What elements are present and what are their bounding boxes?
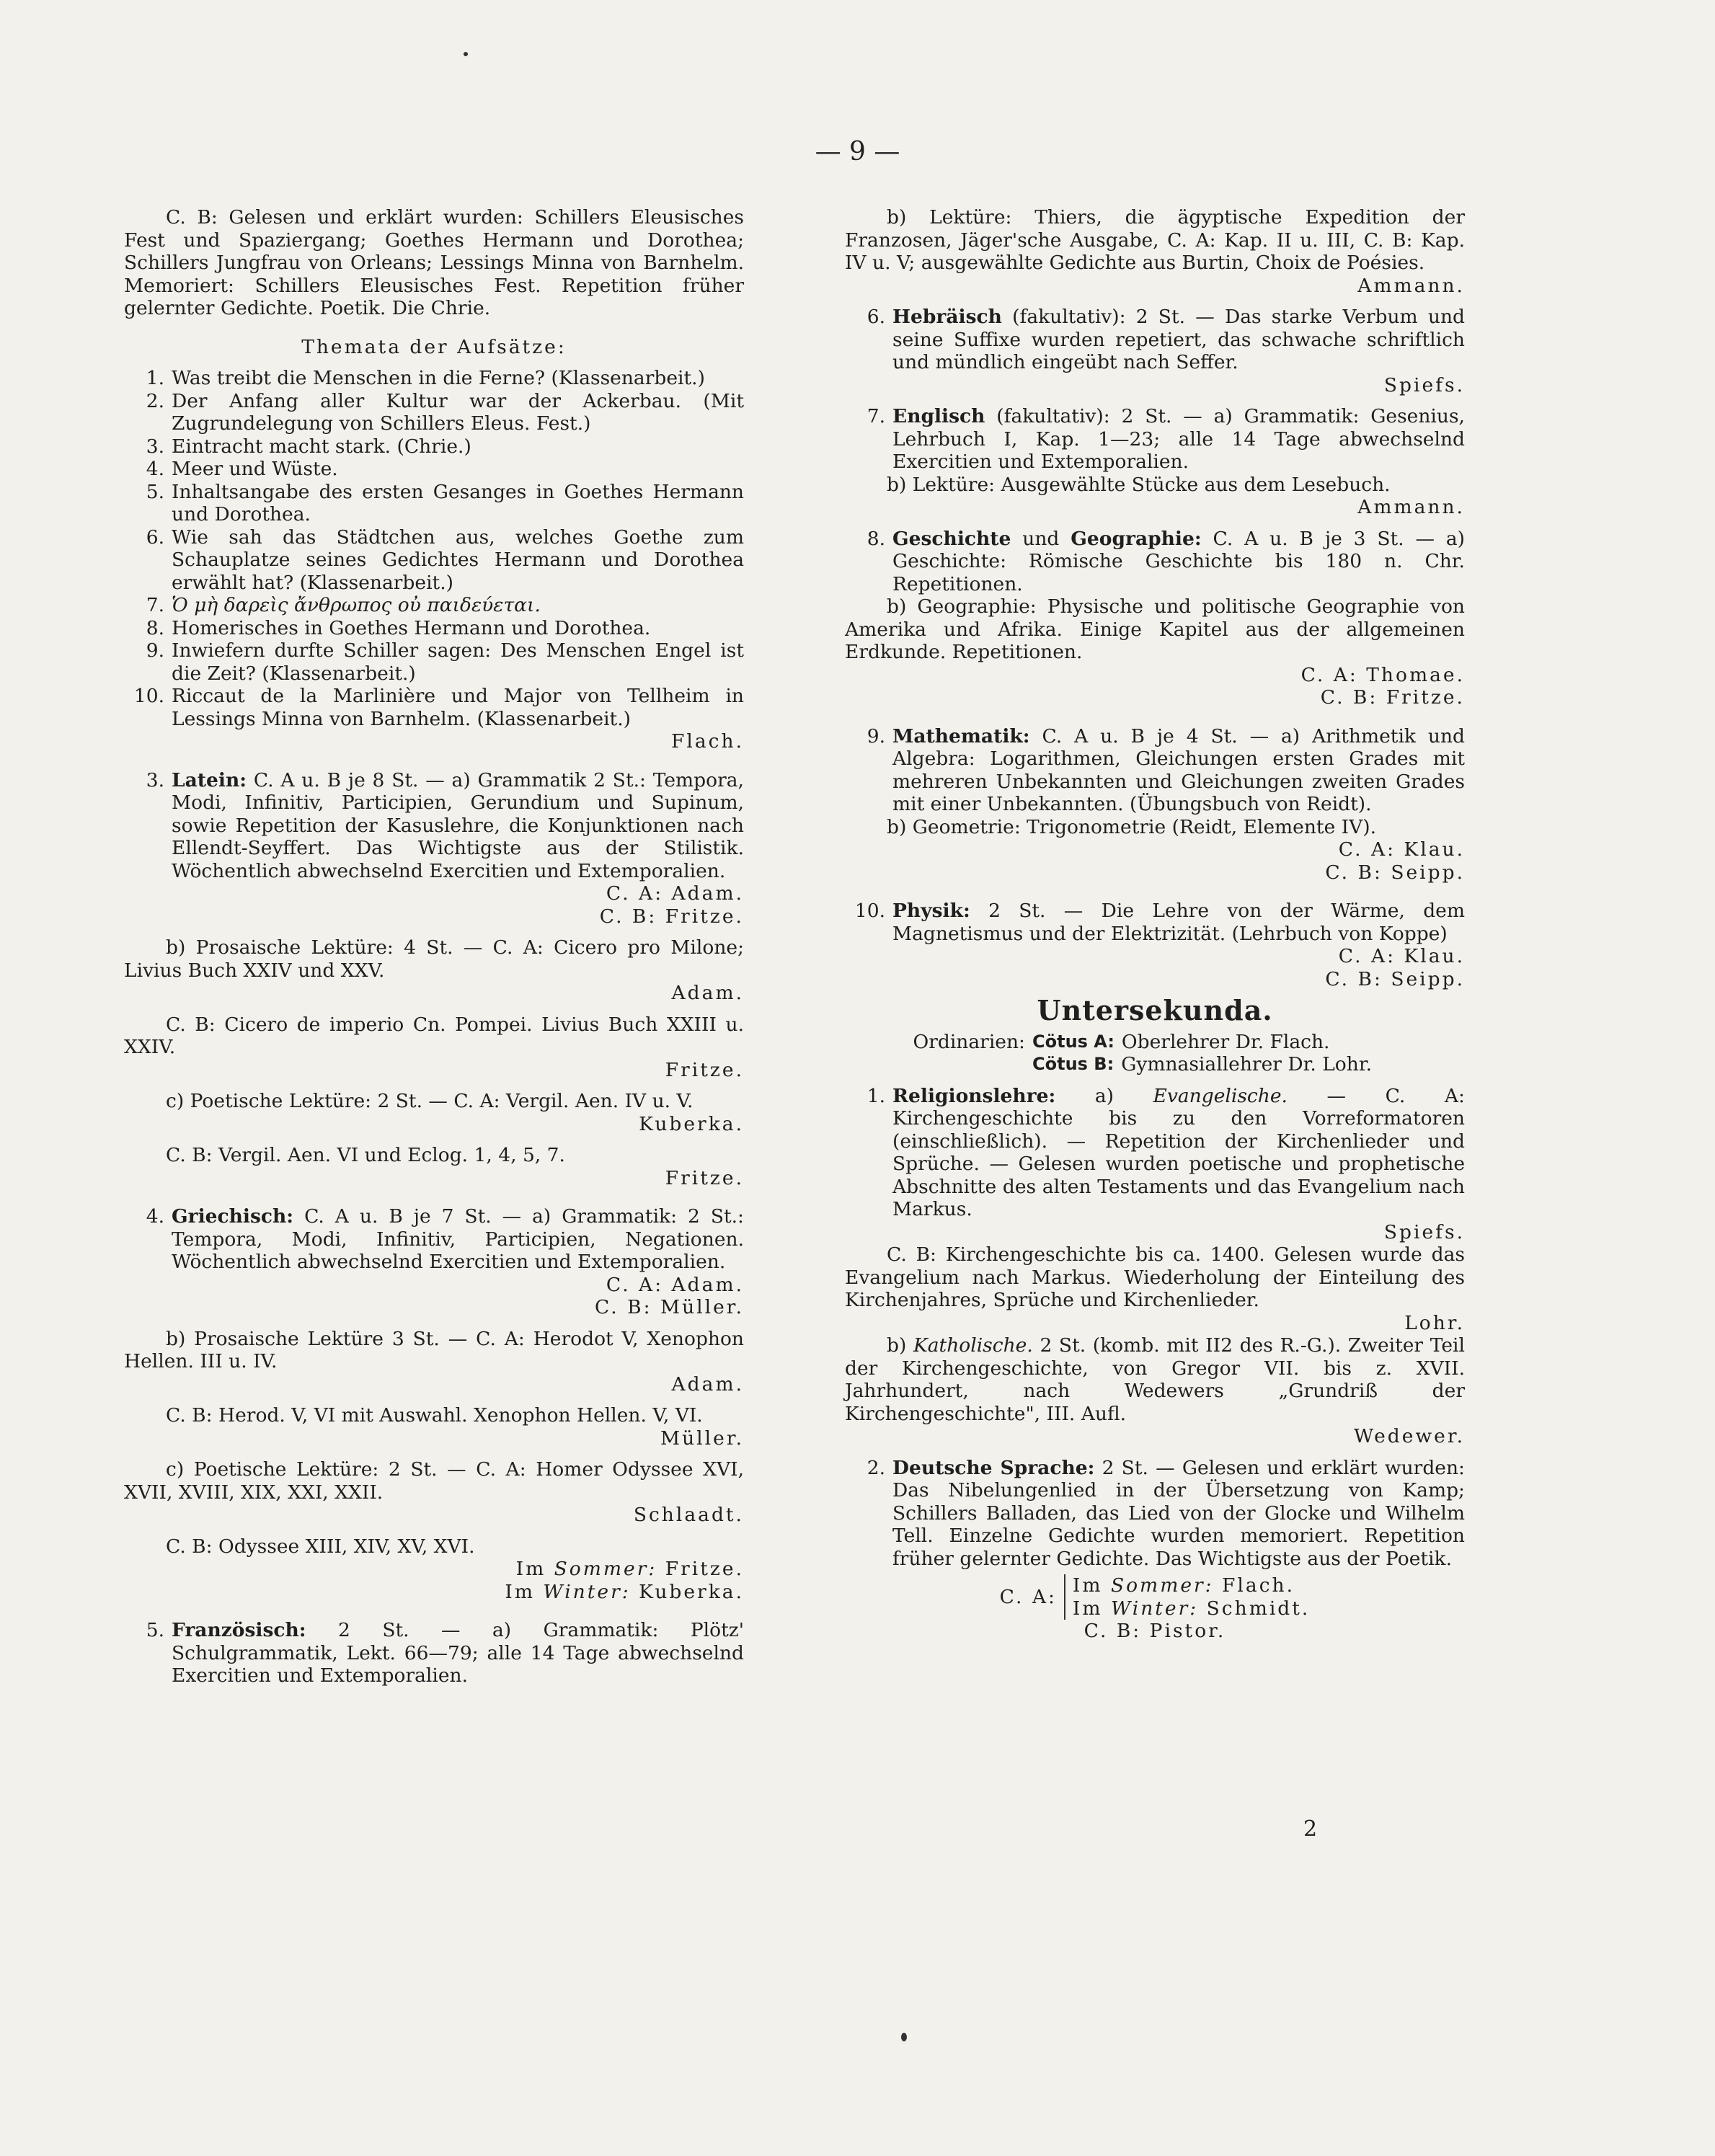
teacher-name: Spiefs. xyxy=(1383,1220,1465,1243)
list-item: 8. Homerisches in Goethes Hermann und Dorothea. xyxy=(146,616,651,639)
teacher-line: Im Sommer: Fritze. xyxy=(515,1558,744,1580)
speck xyxy=(464,52,468,56)
teacher-name: C. B: Fritze. xyxy=(599,905,744,928)
list-item: 7. Ὁ μὴ δαρεὶς ἄνθρωπος οὐ παιδεύεται. xyxy=(146,594,541,616)
section-geschichte: 8. Geschichte und Geographie: C. A u. B je 3 St. — a) Geschichte: Römische Geschichte bis 180 n. Chr. Repetitionen. xyxy=(867,527,1465,595)
teacher-name: C. A: Klau. xyxy=(1338,945,1465,967)
teacher-name: C. A: Thomae. xyxy=(1300,663,1465,686)
section-latein: 3. Latein: C. A u. B je 8 St. — a) Grammatik 2 St.: Tempora, Modi, Infinitiv, Participien, Gerundium und Supinum, sowie Repetition der Kasuslehre, die Konjunktionen nach Ellendt-Seyffert. Das Wichtigste aus der Stilistik. Wöchentlich abwechselnd Exercitien und Extemporalien. xyxy=(146,768,744,882)
teacher-name: Fritze. xyxy=(665,1166,744,1189)
section-physik: 10. Physik: 2 St. — Die Lehre von der Wärme, dem Magnetismus und der Elektrizität. (Lehrbuch von Koppe) xyxy=(854,900,1465,945)
list-item: 5. Inhaltsangabe des ersten Gesanges in Goethes Hermann und Dorothea. xyxy=(146,480,744,525)
teacher-name: Adam. xyxy=(671,1372,744,1396)
teacher-name: Ammann. xyxy=(1357,274,1465,297)
teacher-name: Wedewer. xyxy=(1354,1425,1465,1447)
paragraph: b) Geometrie: Trigonometrie (Reidt, Elemente IV). xyxy=(887,815,1377,838)
themata-list xyxy=(124,367,744,730)
teacher-line: Im Sommer: Flach. xyxy=(1072,1574,1295,1597)
teacher-name: C. A: Adam. xyxy=(606,1273,744,1296)
paragraph: C. B: Vergil. Aen. VI und Eclog. 1, 4, 5, 7. xyxy=(166,1144,565,1166)
section-religion: 1. Religionslehre: a) Evangelische. — C. A: Kirchengeschichte bis zu den Vorreformatoren (einschließlich). — Repetition der Kirchenlieder und Sprüche. — Gelesen wurden poetische und prophetische Abschnitte des alten Testaments und das Evangelium nach Markus. xyxy=(867,1084,1465,1220)
section-englisch: 7. Englisch (fakultativ): 2 St. — a) Grammatik: Gesenius, Lehrbuch I, Kap. 1—23; alle 14 Tage abwechselnd Exercitien und Extemporalien. xyxy=(867,405,1465,473)
paragraph: C. B: Kirchengeschichte bis ca. 1400. Gelesen wurde das Evangelium nach Markus. Wiederholung der Einteilung des Kirchenjahres, Sprüche und Kirchenlieder. xyxy=(845,1243,1465,1311)
paragraph: C. B: Herod. V, VI mit Auswahl. Xenophon Hellen. V, VI. xyxy=(166,1404,703,1427)
paragraph: b) Geographie: Physische und politische Geographie von Amerika und Afrika. Einige Kapitel aus der allgemeinen Erdkunde. Repetitionen. xyxy=(845,595,1465,663)
themata-title: Themata der Aufsätze: xyxy=(301,335,567,358)
paragraph: b) Lektüre: Thiers, die ägyptische Expedition der Franzosen, Jäger'sche Ausgabe, C. A: Kap. II u. III, C. B: Kap. IV u. V; ausgewählte Gedichte aus Burtin, Choix de Poésies. xyxy=(845,206,1465,274)
paragraph: C. B: Cicero de imperio Cn. Pompei. Livius Buch XXIII u. XXIV. xyxy=(124,1013,744,1058)
list-item: 9. Inwiefern durfte Schiller sagen: Des Menschen Engel ist die Zeit? (Klassenarbeit.) xyxy=(146,639,744,685)
list-item: 3. Eintracht macht stark. (Chrie.) xyxy=(146,435,471,458)
section-griechisch: 4. Griechisch: C. A u. B je 7 St. — a) Grammatik: 2 St.: Tempora, Modi, Infinitiv, Participien, Negationen. Wöchentlich abwechselnd Exercitien und Extemporalien. xyxy=(146,1205,744,1273)
signature-number: 2 xyxy=(1303,1816,1318,1842)
teacher-name: Adam. xyxy=(671,982,744,1004)
teacher-name: C. B: Seipp. xyxy=(1325,861,1465,884)
page-number: — 9 — xyxy=(815,137,900,167)
section-mathematik: 9. Mathematik: C. A u. B je 4 St. — a) Arithmetik und Algebra: Logarithmen, Gleichungen ersten Grades mit mehreren Unbekannten und Gleichungen zweiten Grades mit einer Unbekannten. (Übungsbuch von Reidt). xyxy=(867,724,1465,815)
ordinarien-b: Cötus B: Gymnasiallehrer Dr. Lohr. xyxy=(1032,1053,1373,1075)
section-franzoesisch: 5. Französisch: 2 St. — a) Grammatik: Plötz' Schulgrammatik, Lekt. 66—79; alle 14 Tage abwechselnd Exercitien und Extemporalien. xyxy=(146,1619,744,1687)
speck xyxy=(901,2033,907,2041)
teacher-line: Im Winter: Schmidt. xyxy=(1072,1597,1311,1620)
ordinarien-a: Ordinarien: Cötus A: Oberlehrer Dr. Flach. xyxy=(913,1030,1330,1053)
teacher-line: Im Winter: Kuberka. xyxy=(505,1580,744,1603)
cotus-b-label: Cötus B: xyxy=(1032,1054,1114,1074)
teacher-name: Ammann. xyxy=(1357,496,1465,518)
teacher-name: C. A: Adam. xyxy=(606,882,744,905)
teacher-name: C. B: Fritze. xyxy=(1320,686,1465,709)
teacher-name: Spiefs. xyxy=(1383,373,1465,396)
teacher-name: C. B: Seipp. xyxy=(1325,967,1465,990)
paragraph: b) Prosaische Lektüre: 4 St. — C. A: Cicero pro Milone; Livius Buch XXIV und XXV. xyxy=(124,936,744,982)
right-column xyxy=(845,206,1465,1643)
teacher-name: Müller. xyxy=(660,1427,744,1450)
deutsch-cb-text: C. B: Gelesen und erklärt wurden: Schillers Eleusisches Fest und Spaziergang; Goethes Hermann und Dorothea; Schillers Jungfrau von Orleans; Lessings Minna von Barnhelm. Memoriert: Schillers Eleusisches Fest. Repetition früher gelernter Gedichte. Poetik. Die Chrie. xyxy=(124,206,744,319)
section-deutsch: 2. Deutsche Sprache: 2 St. — Gelesen und erklärt wurden: Das Nibelungenlied in der Übersetzung von Kamp; Schillers Balladen, das Lied von der Glocke und Wilhelm Tell. Einzelne Gedichte wurden memoriert. Repetition früher gelernter Gedichte. Das Wichtigste aus der Poetik. xyxy=(867,1456,1465,1570)
teacher-name: Schlaadt. xyxy=(633,1504,744,1526)
cotus-a-label: Cötus A: xyxy=(1032,1031,1114,1052)
paragraph: c) Poetische Lektüre: 2 St. — C. A: Homer Odyssee XVI, XVII, XVIII, XIX, XXI, XXII. xyxy=(124,1458,744,1504)
list-item: 2. Der Anfang aller Kultur war der Ackerbau. (Mit Zugrundelegung von Schillers Eleus. Fest.) xyxy=(146,389,744,435)
teacher-name: Kuberka. xyxy=(639,1112,744,1135)
list-item: 10. Riccaut de la Marlinière und Major von Tellheim in Lessings Minna von Barnhelm. (Klassenarbeit.) xyxy=(133,685,744,730)
teacher-name: Lohr. xyxy=(1404,1311,1465,1334)
teacher-name: C. A: Klau. xyxy=(1338,838,1465,861)
paragraph: b) Prosaische Lektüre 3 St. — C. A: Herodot V, Xenophon Hellen. III u. IV. xyxy=(124,1327,744,1372)
teacher-name: Fritze. xyxy=(665,1058,744,1081)
list-item: 6. Wie sah das Städtchen aus, welches Goethe zum Schauplatze seines Gedichtes Hermann und Dorothea erwählt hat? (Klassenarbeit.) xyxy=(146,525,744,594)
list-item: 1. Was treibt die Menschen in die Ferne? (Klassenarbeit.) xyxy=(146,367,705,389)
paragraph: b) Katholische. 2 St. (komb. mit II2 des R.-G.). Zweiter Teil der Kirchengeschichte, von Gregor VII. bis z. XVII. Jahrhundert, nach Wedewers „Grundriß der Kirchengeschichte", III. Aufl. xyxy=(845,1334,1465,1425)
teacher-brace: C. A: Im Sommer: Flach. Im Winter: Schmidt. xyxy=(999,1574,1311,1620)
teacher-name: C. B: Pistor. xyxy=(1083,1620,1226,1642)
list-item: 4. Meer und Wüste. xyxy=(146,458,338,480)
teacher-name: C. B: Müller. xyxy=(594,1296,744,1318)
left-column xyxy=(124,206,744,1687)
section-heading: Untersekunda. xyxy=(1037,994,1273,1026)
paragraph: c) Poetische Lektüre: 2 St. — C. A: Vergil. Aen. IV u. V. xyxy=(166,1090,693,1112)
paragraph: b) Lektüre: Ausgewählte Stücke aus dem Lesebuch. xyxy=(887,473,1391,496)
teacher-name: Flach. xyxy=(671,730,744,753)
section-hebraeisch: 6. Hebräisch (fakultativ): 2 St. — Das starke Verbum und seine Suffixe wurden repetiert, das schwache schriftlich und mündlich eingeübt nach Seffer. xyxy=(867,306,1465,373)
paragraph: C. B: Odyssee XIII, XIV, XV, XVI. xyxy=(166,1535,475,1558)
